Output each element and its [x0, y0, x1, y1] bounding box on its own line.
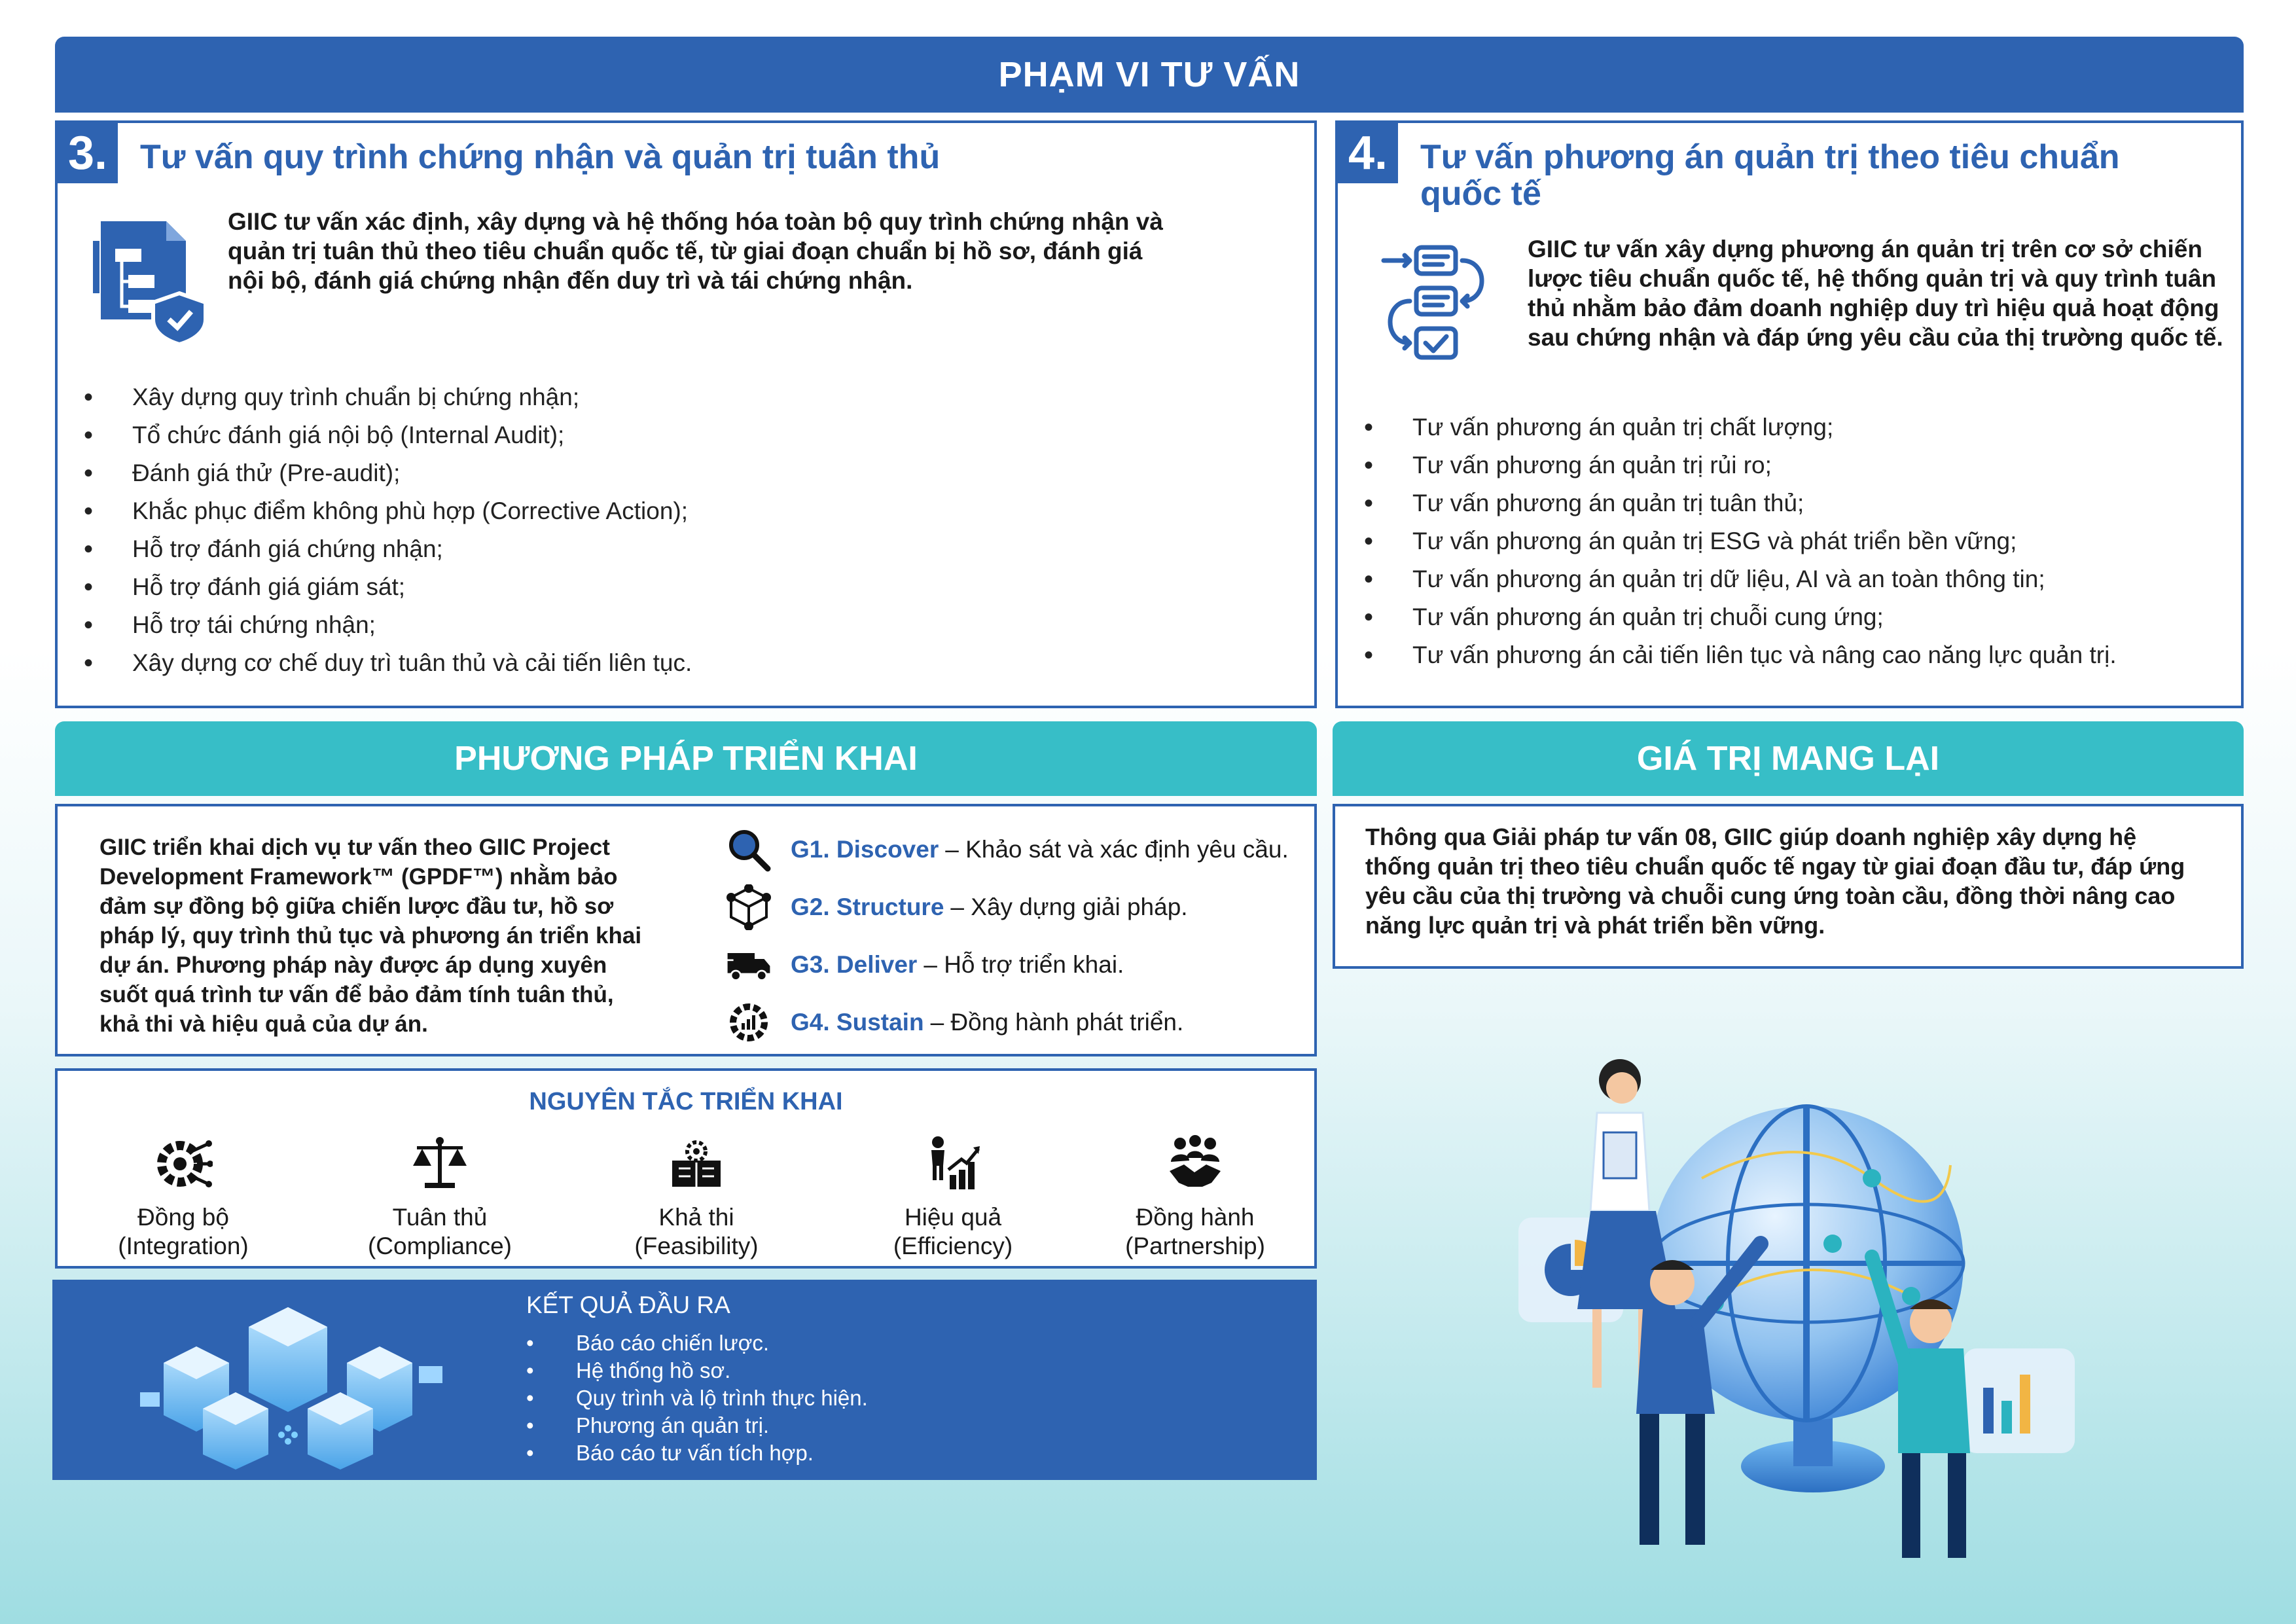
principle-name: Đồng hành [1136, 1204, 1255, 1231]
principle-sub: (Efficiency) [893, 1233, 1013, 1259]
phase-g2 [725, 884, 1188, 931]
principle-compliance [342, 1131, 538, 1261]
list-item: • Hỗ trợ tái chứng nhận; [84, 606, 692, 644]
method-description [99, 833, 689, 1039]
phase-desc: – Khảo sát và xác định yêu cầu. [945, 836, 1289, 863]
section-4-list [1364, 408, 2117, 674]
list-item: • Xây dựng quy trình chuẩn bị chứng nhận; [84, 378, 692, 416]
page-title: PHẠM VI TƯ VẤN [55, 37, 2244, 113]
value-description [1365, 822, 2185, 940]
principle-efficiency [855, 1131, 1051, 1261]
section-3-panel [55, 120, 1317, 708]
method-panel [55, 804, 1317, 1056]
data-center-illustration [131, 1294, 445, 1471]
section-4-number: 4. [1338, 123, 1398, 183]
text-line: pháp lý, quy trình thủ tục và phương án triển khai [99, 923, 642, 948]
list-item: • Tư vấn phương án quản trị rủi ro; [1364, 446, 2117, 484]
method-header: PHƯƠNG PHÁP TRIỂN KHAI [55, 721, 1317, 796]
principle-partnership [1097, 1131, 1293, 1261]
list-item: • Tư vấn phương án quản trị ESG và phát triển bền vững; [1364, 522, 2117, 560]
value-header: GIÁ TRỊ MANG LẠI [1333, 721, 2244, 796]
list-item: • Tư vấn phương án quản trị chất lượng; [1364, 408, 2117, 446]
list-item: • Tư vấn phương án cải tiến liên tục và nâng cao năng lực quản trị. [1364, 636, 2117, 674]
section-4-lead [1528, 234, 2223, 352]
list-item: • Phương án quản trị. [526, 1412, 868, 1439]
principle-sub: (Integration) [118, 1233, 249, 1259]
phase-key: G2. Structure [791, 893, 944, 920]
section-4-title [1420, 139, 2120, 212]
document-shield-icon [88, 215, 219, 346]
list-item: • Xây dựng cơ chế duy trì tuân thủ và cải tiến liên tục. [84, 644, 692, 682]
phase-g1 [725, 826, 1289, 873]
delivery-truck-icon [725, 941, 772, 988]
section-3-lead [228, 207, 1163, 295]
text-line: yêu cầu của thị trường và chuỗi cung ứng toàn cầu, đồng thời nâng cao [1365, 882, 2176, 909]
text-line: năng lực quản trị và phát triển bền vững. [1365, 912, 1825, 939]
growth-chart-icon [855, 1131, 1051, 1197]
principle-name: Tuân thủ [392, 1204, 488, 1231]
growth-gear-icon [725, 999, 772, 1046]
lead-line: quản trị tuân thủ theo tiêu chuẩn quốc tế, từ giai đoạn chuẩn bị hồ sơ, đánh giá [228, 238, 1143, 264]
text-line: Development Framework™ (GPDF™) nhằm bảo [99, 864, 618, 890]
text-line: khả thi và hiệu quả của dự án. [99, 1011, 428, 1037]
list-item: • Tư vấn phương án quản trị tuân thủ; [1364, 484, 2117, 522]
phase-key: G3. Deliver [791, 951, 918, 978]
phase-desc: – Hỗ trợ triển khai. [924, 951, 1124, 978]
principle-name: Hiệu quả [904, 1204, 1002, 1231]
principle-sub: (Compliance) [367, 1233, 512, 1259]
principle-integration [85, 1131, 281, 1261]
phase-key: G4. Sustain [791, 1009, 924, 1036]
results-list [526, 1329, 868, 1467]
partnership-handshake-icon [1097, 1131, 1293, 1197]
list-item: • Quy trình và lộ trình thực hiện. [526, 1384, 868, 1412]
principle-name: Khả thi [658, 1204, 734, 1231]
magnifier-icon [725, 826, 772, 873]
phase-desc: – Đồng hành phát triển. [930, 1009, 1184, 1036]
list-item: • Báo cáo tư vấn tích hợp. [526, 1439, 868, 1467]
cube-structure-icon [725, 884, 772, 931]
lead-line: lược tiêu chuẩn quốc tế, hệ thống quản trị và quy trình tuân [1528, 265, 2217, 292]
lead-line: thủ nhằm bảo đảm doanh nghiệp duy trì hiệu quả hoạt động [1528, 295, 2219, 321]
principle-sub: (Partnership) [1125, 1233, 1265, 1259]
text-line: Thông qua Giải pháp tư vấn 08, GIIC giúp doanh nghiệp xây dựng hệ [1365, 823, 2137, 850]
lead-line: GIIC tư vấn xác định, xây dựng và hệ thống hóa toàn bộ quy trình chứng nhận và [228, 208, 1163, 235]
workflow-checklist-icon [1377, 241, 1501, 365]
list-item: • Tổ chức đánh giá nội bộ (Internal Audit); [84, 416, 692, 454]
title-line: quốc tế [1420, 175, 1541, 213]
text-line: GIIC triển khai dịch vụ tư vấn theo GIIC Project [99, 835, 610, 860]
phase-key: G1. Discover [791, 836, 939, 863]
section-4-panel [1335, 120, 2244, 708]
phase-g3 [725, 941, 1124, 988]
scales-icon [342, 1131, 538, 1197]
lead-line: sau chứng nhận và đáp ứng yêu cầu của thị trường quốc tế. [1528, 324, 2223, 351]
principles-title: NGUYÊN TẮC TRIỂN KHAI [529, 1088, 843, 1115]
lead-line: GIIC tư vấn xây dựng phương án quản trị trên cơ sở chiến [1528, 236, 2202, 262]
principle-feasibility [598, 1131, 795, 1261]
integration-gear-icon [85, 1131, 281, 1197]
principle-sub: (Feasibility) [634, 1233, 759, 1259]
list-item: • Hỗ trợ đánh giá giám sát; [84, 568, 692, 606]
text-line: suốt quá trình tư vấn để bảo đảm tính tuân thủ, [99, 982, 614, 1007]
section-3-list [84, 378, 692, 682]
list-item: • Tư vấn phương án quản trị chuỗi cung ứng; [1364, 598, 2117, 636]
globe-team-illustration [1505, 1047, 2094, 1571]
principle-name: Đồng bộ [137, 1204, 229, 1231]
value-panel [1333, 804, 2244, 969]
lead-line: nội bộ, đánh giá chứng nhận đến duy trì và tái chứng nhận. [228, 267, 913, 294]
title-line: Tư vấn phương án quản trị theo tiêu chuẩn [1420, 138, 2120, 176]
results-title: KẾT QUẢ ĐẦU RA [526, 1291, 730, 1318]
list-item: • Tư vấn phương án quản trị dữ liệu, AI và an toàn thông tin; [1364, 560, 2117, 598]
list-item: • Khắc phục điểm không phù hợp (Corrective Action); [84, 492, 692, 530]
text-line: dự án. Phương pháp này được áp dụng xuyên [99, 952, 607, 978]
feasibility-book-icon [598, 1131, 795, 1197]
text-line: thống quản trị theo tiêu chuẩn quốc tế ngay từ giai đoạn đầu tư, đáp ứng [1365, 853, 2185, 880]
list-item: • Hỗ trợ đánh giá chứng nhận; [84, 530, 692, 568]
list-item: • Hệ thống hồ sơ. [526, 1357, 868, 1384]
list-item: • Báo cáo chiến lược. [526, 1329, 868, 1357]
phase-desc: – Xây dựng giải pháp. [950, 893, 1188, 920]
principles-panel [55, 1068, 1317, 1269]
results-panel [52, 1280, 1317, 1480]
list-item: • Đánh giá thử (Pre-audit); [84, 454, 692, 492]
section-3-title: Tư vấn quy trình chứng nhận và quản trị tuân thủ [140, 138, 941, 176]
phase-g4 [725, 999, 1183, 1046]
text-line: đảm sự đồng bộ giữa chiến lược đầu tư, hồ sơ [99, 893, 614, 919]
section-3-number: 3. [58, 123, 118, 183]
